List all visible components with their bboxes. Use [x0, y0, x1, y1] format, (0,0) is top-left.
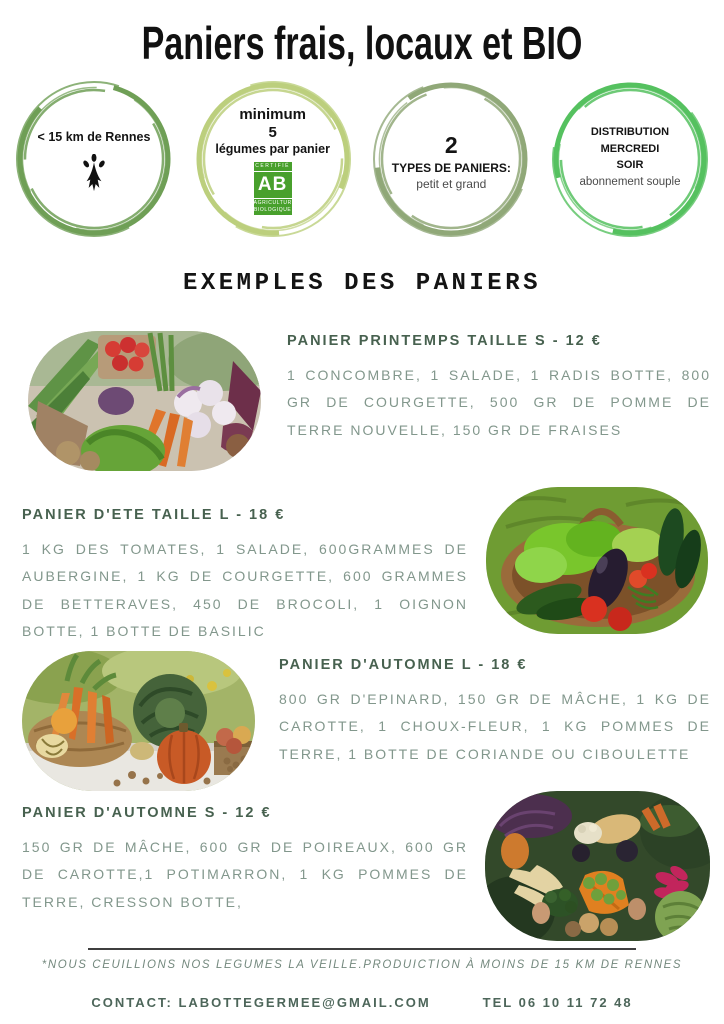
badge-types-count: 2: [444, 131, 458, 158]
basket-description: 1 KG DES TOMATES, 1 SALADE, 600GRAMMES DE AUBERGINE, 1 KG DE COURGETTE, 600 GRAMMES DE BETTERAVES, 450 DE BROCOLI, 1 OIGNON BOTTE, 1 BOTTE DE BASILIC: [22, 541, 468, 639]
ab-logo-agriculture: AGRICULTURE: [253, 199, 296, 206]
ab-organic-logo: [253, 161, 296, 217]
autumn-large-basket-photo: [22, 651, 255, 791]
badge-basket-types: [363, 76, 539, 246]
autumn-small-basket-photo: [485, 791, 710, 941]
badges-row: [0, 76, 724, 246]
badge-minimum-vegetables: [185, 76, 361, 246]
spring-basket-photo: [28, 331, 261, 471]
badge-minimum-line3: légumes par panier: [215, 141, 330, 156]
contact-email: CONTACT: LABOTTEGERMEE@GMAIL.COM: [91, 995, 431, 1010]
brittany-ermine-icon: [80, 154, 108, 192]
basket-description: 1 CONCOMBRE, 1 SALADE, 1 RADIS BOTTE, 800 GR DE COURGETTE, 500 GR DE POMME DE TERRE NOUVELLE, 150 GR DE FRAISES: [287, 367, 711, 438]
basket-description: 800 GR D'EPINARD, 150 GR DE MÂCHE, 1 KG DE CAROTTE, 1 CHOUX-FLEUR, 1 KG POMMES DE TERRE, 1 BOTTE DE CORIANDE OU CIBOULETTE: [279, 691, 711, 762]
basket-title: PANIER PRINTEMPS TAILLE S - 12 €: [287, 333, 602, 349]
footnote: *NOUS CEUILLIONS NOS LEGUMES LA VEILLE.PRODUICTION À MOINS DE 15 KM DE RENNES: [41, 959, 683, 971]
ab-logo-certifie: CERTIFIÉ: [254, 162, 292, 172]
badge-distance-label: < 15 km de Rennes: [37, 130, 151, 144]
basket-row-automne-s: [0, 791, 724, 941]
ab-logo-biologique: BIOLOGIQUE: [253, 206, 292, 213]
contact-phone: TEL 06 10 11 72 48: [482, 995, 633, 1010]
badge-distribution-line2: SOIR: [616, 159, 644, 171]
summer-basket-photo: [486, 487, 708, 634]
badge-distance: [6, 76, 182, 246]
basket-title: PANIER D'ETE TAILLE L - 18 €: [22, 507, 286, 523]
divider-line: [88, 948, 636, 950]
basket-title: PANIER D'AUTOMNE S - 12 €: [22, 805, 272, 822]
section-heading: EXEMPLES DES PANIERS: [182, 270, 542, 297]
basket-row-ete: [0, 487, 724, 645]
basket-description: 150 GR DE MÂCHE, 600 GR DE POIREAUX, 600 GR DE CAROTTE,1 POTIMARRON, 1 KG POMMES DE TERRE, CRESSON BOTTE,: [22, 839, 468, 910]
basket-row-printemps: [0, 331, 724, 471]
basket-row-automne-l: [0, 649, 724, 791]
page-title: Paniers frais, locaux et BIO: [141, 17, 583, 69]
badge-minimum-line1: minimum: [239, 105, 306, 123]
badge-minimum-line2: 5: [268, 123, 277, 141]
ab-logo-letters: AB: [254, 172, 292, 198]
badge-distribution-line3: abonnement souple: [579, 175, 681, 188]
footer: [0, 948, 724, 1010]
badge-distribution-line1: DISTRIBUTION MERCREDI: [590, 126, 670, 155]
basket-title: PANIER D'AUTOMNE L - 18 €: [279, 657, 528, 674]
badge-types-line3: petit et grand: [416, 176, 487, 191]
badge-distribution: [542, 76, 718, 246]
badge-types-line2: TYPES DE PANIERS:: [391, 160, 511, 175]
